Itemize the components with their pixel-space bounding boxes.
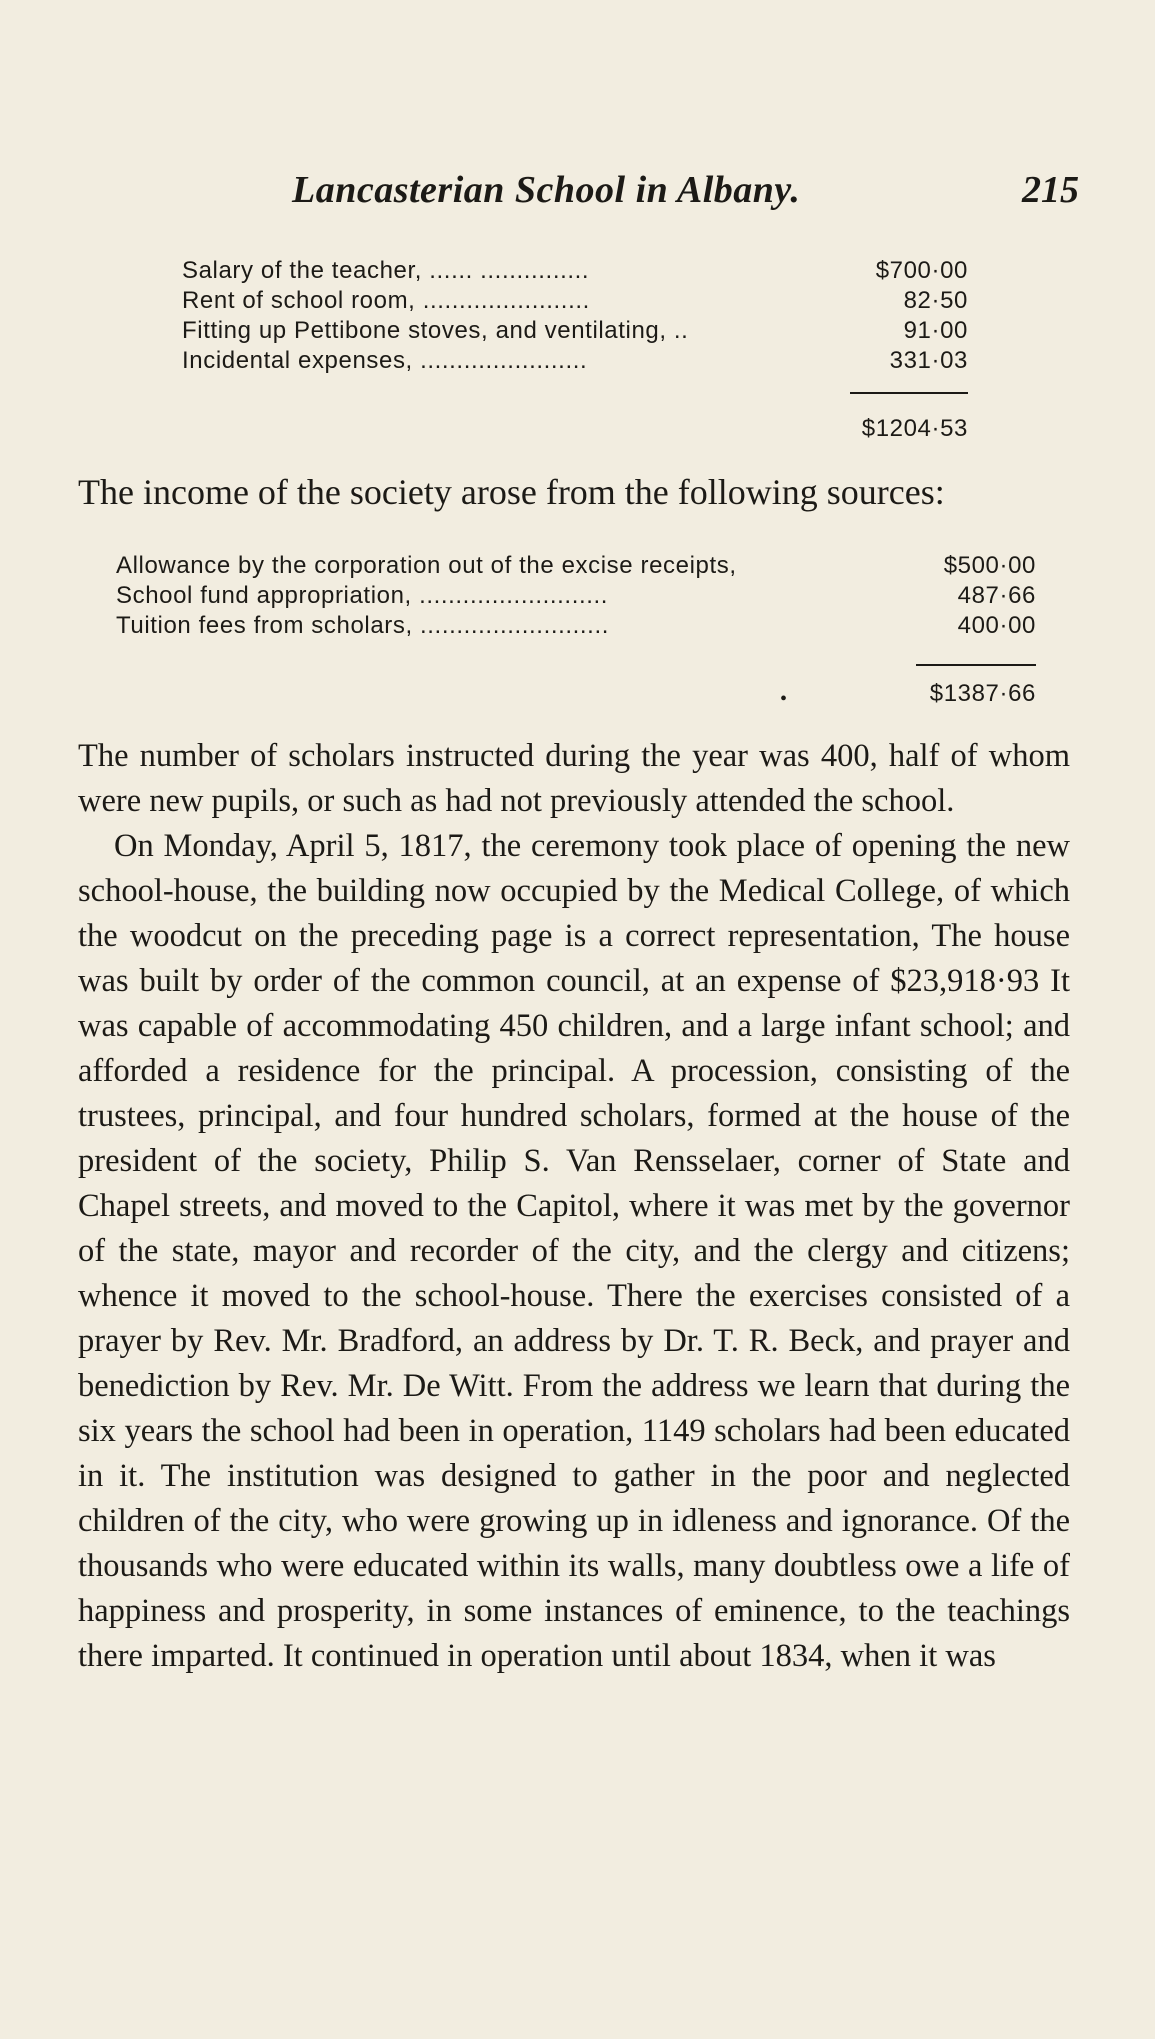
- page-number: 215: [1022, 169, 1079, 211]
- expense-label: Rent of school room, .......................: [182, 287, 590, 314]
- sum-rule: [850, 392, 968, 394]
- income-total: $1387·66: [929, 680, 1036, 707]
- income-label: Tuition fees from scholars, ..........................: [116, 612, 609, 639]
- sum-rule: [916, 664, 1036, 666]
- paragraph: On Monday, April 5, 1817, the ceremony took place of opening the new school-house, the building now occupied by the Medical College, of which the woodcut on the preceding page is a correct representation, The house was built by order of the common council, at an expense of $23,918·93 It was capable of accommodating 450 children, and a large infant school; and afforded a residence for the principal. A procession, consisting of the trustees, principal, and four hundred scholars, formed at the house of the president of the society, Philip S. Van Rensselaer, corner of State and Chapel streets, and moved to the Capitol, where it was met by the governor of the state, mayor and recorder of the city, and the clergy and citizens; whence it moved to the school-house. There the exercises consisted of a prayer by Rev. Mr. Bradford, an address by Dr. T. R. Beck, and prayer and benediction by Rev. Mr. De Witt. From the address we learn that during the six years the school had been in operation, 1149 scholars had been educated in it. The institution was designed to gather in the poor and neglected children of the city, who were growing up in idleness and ignorance. Of the thousands who were educated within its walls, many doubtless owe a life of happiness and prosperity, in some instances of eminence, to the teachings there imparted. It continued in operation until about 1834, when it was: [78, 828, 1070, 1674]
- body-text: [78, 734, 1070, 1679]
- income-row: [116, 551, 1036, 581]
- expense-amount: 91·00: [903, 317, 968, 344]
- expenses-table: [182, 256, 968, 444]
- expense-amount: 331·03: [889, 347, 968, 374]
- income-intro: The income of the society arose from the following sources:: [78, 472, 945, 512]
- expense-row: [182, 346, 968, 376]
- expense-label: Fitting up Pettibone stoves, and ventilating, ..: [182, 317, 689, 344]
- running-title: Lancasterian School in Albany.: [292, 169, 801, 211]
- expense-amount: $700·00: [875, 257, 968, 284]
- income-label: School fund appropriation, ..........................: [116, 582, 609, 609]
- income-amount: 400·00: [957, 612, 1036, 639]
- paragraph: The number of scholars instructed during the year was 400, half of whom were new pupils, or such as had not previously attended the school.: [78, 738, 1070, 819]
- page-header: [0, 168, 1155, 228]
- expense-amount: 82·50: [903, 287, 968, 314]
- income-label: Allowance by the corporation out of the excise receipts,: [116, 552, 737, 579]
- expense-row: [182, 256, 968, 286]
- expense-total: $1204·53: [861, 415, 968, 442]
- expense-total-row: [182, 414, 968, 444]
- income-row: [116, 611, 1036, 641]
- income-amount: 487·66: [957, 582, 1036, 609]
- expense-row: [182, 316, 968, 346]
- expense-label: Salary of the teacher, ...... ...............: [182, 257, 590, 284]
- income-table: [116, 551, 1036, 709]
- income-total-row: [116, 679, 1036, 709]
- stray-mark: •: [780, 688, 788, 710]
- income-row: [116, 581, 1036, 611]
- expense-row: [182, 286, 968, 316]
- expense-label: Incidental expenses, .......................: [182, 347, 588, 374]
- income-amount: $500·00: [943, 552, 1036, 579]
